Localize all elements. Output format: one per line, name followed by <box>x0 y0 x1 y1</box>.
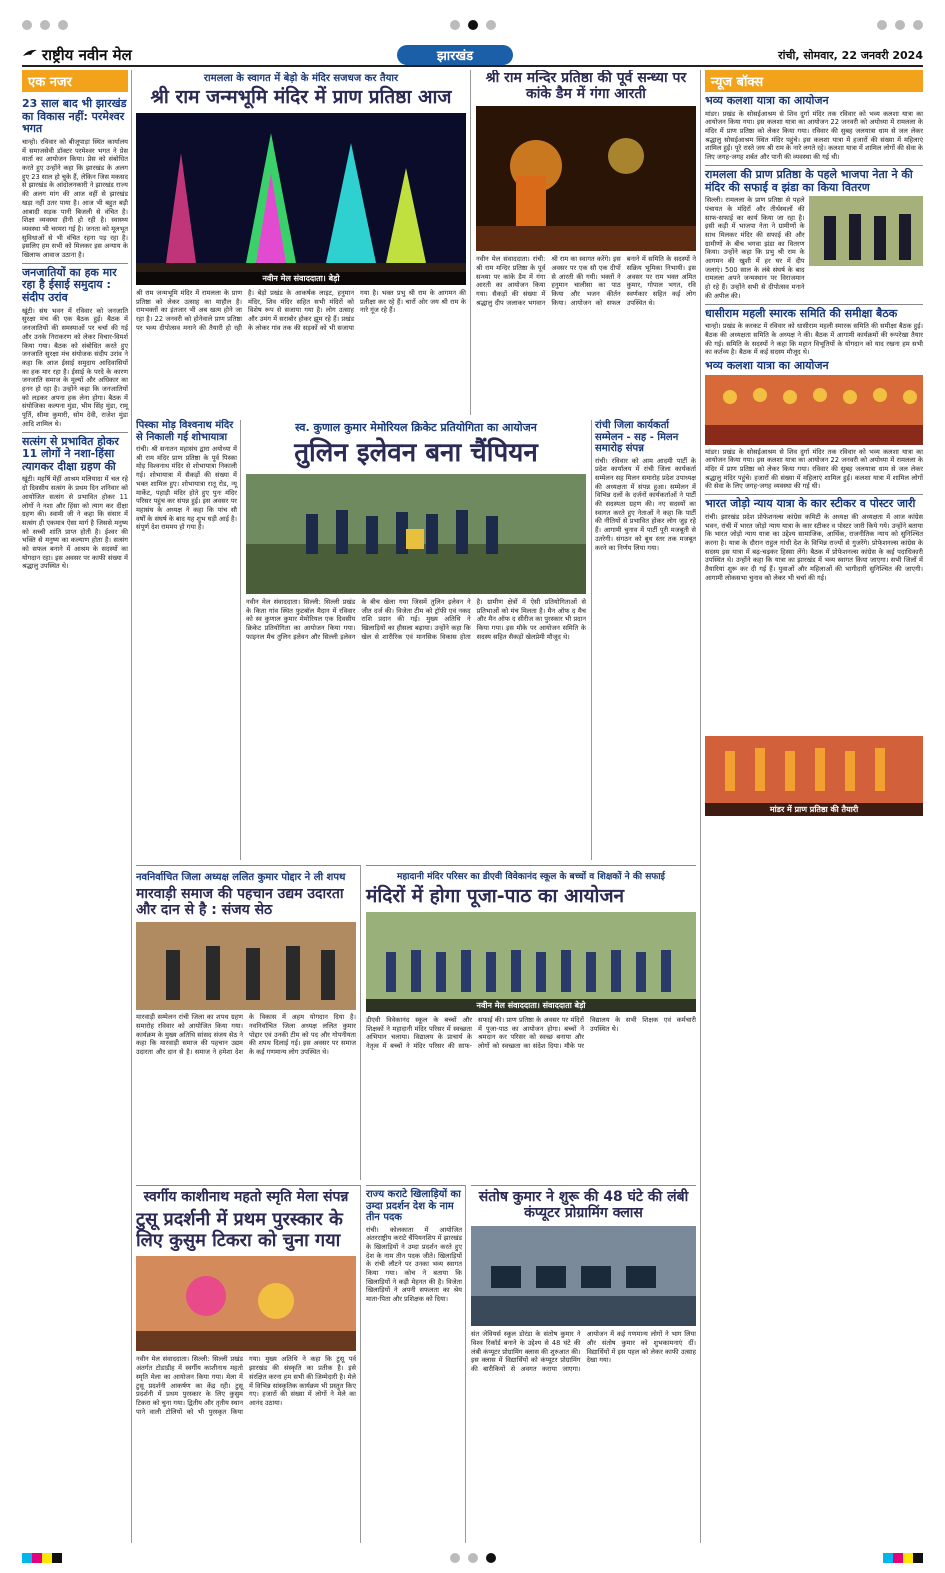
mela-story <box>136 1185 361 1543</box>
piska-headline: पिस्का मोड़ विश्वनाथ मंदिर से निकाली गई शोभायात्रा <box>136 420 234 443</box>
bjp-leaders-illustration <box>809 196 923 266</box>
karyakarta-body: रांची। रविवार को आम आदमी पार्टी के प्रदेश कार्यालय में रांची जिला कार्यकर्ता सम्मेलन सह मिलन समारोह प्रदेश उपाध्यक्ष की अध्यक्षता में संपन्न हुआ। सम्मेलन में विभिन्न दलों के दर्जनों कार्यकर्ताओं ने पार्टी की सदस्यता ग्रहण की। नए सदस्यों का स्वागत करते हुए नेताओं ने कहा कि पार्टी की नीतियों से प्रभावित होकर लोग जुड़ रहे हैं। आगामी चुनाव में पार्टी पूरी मजबूती से उतरेगी। संगठन को बूथ स्तर तक मजबूत करने का निर्णय लिया गया। <box>595 456 696 552</box>
aarti-body: नवीन मेल संवाददाता। रांची: श्री राम मन्दिर प्रतिष्ठा के पूर्व सन्ध्या पर कांके डैम में गंगा आरती का आयोजन किया गया। सैकड़ों की संख्या में श्रद्धालु दीप जलाकर भगवान श्री राम का स्वागत करेंगे। इस अवसर पर एक सौ एक दीपों से आरती की गयी। भक्तों ने हनुमान चालीसा का पाठ किया और भजन कीर्तन किया। आयोजन को सफल बनाने में समिति के सदस्यों ने सक्रिय भूमिका निभायी। इस अवसर पर राम भक्त अमित कुमार, गोपाल भगत, रवि स्वर्णकार सहित कई लोग उपस्थित थे। <box>476 255 696 307</box>
dateline: रांची, सोमवार, 22 जनवरी 2024 <box>778 48 923 62</box>
karate-body: रांची। कोलकाता में आयोजित अंतरराष्ट्रीय कराटे चैंपियनशिप में झारखंड के खिलाड़ियों ने उम्दा प्रदर्शन करते हुए देश के नाम तीन पदक जीते। खिलाड़ियों के रांची लौटने पर उनका भव्य स्वागत किया गया। कोच ने बताया कि खिलाड़ियों ने कड़ी मेहनत की है। विजेता खिलाड़ियों ने अपनी सफलता का श्रेय माता-पिता और प्रशिक्षक को दिया। <box>366 1225 462 1304</box>
karate-story <box>366 1185 466 1543</box>
mandar-preparation-photo <box>705 736 923 816</box>
right-story-2-body: सिल्ली। रामलला के प्राण प्रतिष्ठा से पहले पंचायत के मंदिरों और तीर्थस्थलों की साफ-सफाई का कार्य किया जा रहा है। इसी कड़ी में भाजपा नेता ने ग्रामीणों के साथ मिलकर मंदिर की सफाई की और ग्रामीणों के बीच भगवा झंडा का वितरण किया। उन्होंने कहा कि प्रभु श्री राम के आगमन की खुशी में हर घर में दीप जलाएं। 500 साल के लंबे संघर्ष के बाद रामलला अपने जन्मस्थान पर विराजमान हो रहे हैं। उन्होंने सभी से दीपोत्सव मनाने की अपील की। <box>705 196 805 300</box>
marwari-event-photo <box>136 922 356 1010</box>
right-story-3-headline: धासीराम महली स्मारक समिति की समीक्षा बैठक <box>705 306 898 320</box>
left-column <box>22 70 132 1543</box>
right-story-1-body: मांडर। प्रखंड के सोसईआश्रम से शिव दुर्गा मंदिर तक रविवार को भव्य कलशा यात्रा का आयोजन किया गया। इस कलशा यात्रा का आयोजन 22 जनवरी को अयोध्या में रामलला के मंदिर में प्राण प्रतिष्ठा को लेकर किया गया। रविवार की सुबह जलयात्रा धाम से जल लेकर श्रद्धालु सोसईआश्रम स्थित मंदिर पहुंचे। इस कलशा यात्रा में हजारों की संख्या में महिलाएं शामिल हुईं। पूरे रास्ते जय श्री राम के नारे लगते रहे। कलशा यात्रा में शामिल लोगों की सेवा के लिए जगह-जगह शर्बत और पानी की व्यवस्था की गई थी। <box>705 109 923 162</box>
marwari-headline: मारवाड़ी समाज की पहचान उद्यम उदारता और दान से है : संजय सेठ <box>136 886 344 919</box>
ram-mandir-story <box>136 70 471 415</box>
mandir-photo-caption: नवीन मेल संवाददाता। संवाददाता बेड़ो <box>366 999 696 1012</box>
mandar-photo-caption: मांडर में प्राण प्रतिष्ठा की तैयारी <box>705 803 923 816</box>
cricket-kicker: स्व. कुणाल कुमार मेमोरियल क्रिकेट प्रतियोगिता का आयोजन <box>295 421 537 434</box>
ram-kicker: रामलला के स्वागत में बेड़ो के मंदिर सजधज कर तैयार <box>203 73 399 84</box>
tusu-illustration <box>136 1256 356 1351</box>
mandir-body: डीएवी विवेकानंद स्कूल के बच्चों और शिक्षकों ने महादानी मंदिर परिसर में स्वच्छता अभियान चलाया। विद्यालय के प्राचार्य के नेतृत्व में बच्चों ने मंदिर परिसर की साफ-सफाई की। प्राण प्रतिष्ठा के अवसर पर मंदिरों में पूजा-पाठ का आयोजन होगा। बच्चों ने श्रमदान कर परिसर को स्वच्छ बनाया और लोगों को स्वच्छता का संदेश दिया। मौके पर विद्यालय के सभी शिक्षक एवं कर्मचारी उपस्थित थे। <box>366 1015 696 1050</box>
right-story-2-headline: रामलला की प्राण प्रतिष्ठा के पहले भाजपा नेता ने की मंदिर की सफाई व झंडा का किया वितरण <box>705 167 913 194</box>
news-box-tag: न्यूज बॉक्स <box>705 70 923 92</box>
left-story-3-body: खूंटी। महर्षि मेंहीं आश्रम मलियादा में चल रहे दो दिवसीय सत्संग के प्रथम दिन शनिवार को आयोजित सत्संग से प्रभावित होकर 11 लोगों ने नशा और हिंसा को त्याग कर दीक्षा ग्रहण की। स्वामी जी ने कहा कि संसार में सत्संग ही एकमात्र ऐसा मार्ग है जिससे मनुष्य को सच्ची शांति प्राप्त होती है। ईश्वर की भक्ति से मनुष्य का कल्याण होता है। सत्संग को सफल बनाने में आश्रम के सदस्यों का योगदान रहा। इस अवसर पर काफी संख्या में श्रद्धालु उपस्थित थे। <box>22 475 128 571</box>
top-registration-bar <box>22 18 923 32</box>
computer-body: संत जेवियर्स स्कूल डोरंडा के संतोष कुमार ने विश्व रिकॉर्ड बनाने के उद्देश्य से 48 घंटे की लंबी कंप्यूटर प्रोग्रामिंग क्लास की शुरुआत की। इस क्लास में विद्यार्थियों को कंप्यूटर प्रोग्रामिंग की बारीकियों से अवगत कराया जाएगा। आयोजन में कई गणमान्य लोगों ने भाग लिया और संतोष कुमार को शुभकामनाएं दीं। विद्यार्थियों में इस पहल को लेकर काफी उत्साह देखा गया। <box>471 1330 696 1373</box>
mandir-headline: मंदिरों में होगा पूजा-पाठ का आयोजन <box>366 885 625 907</box>
kalash-yatra-photo <box>705 375 923 445</box>
middle-column <box>136 70 696 1543</box>
ram-headline: श्री राम जन्मभूमि मंदिर में प्राण प्रतिष्ठा आज <box>150 86 452 108</box>
cricket-team-illustration <box>246 474 586 594</box>
school-cleanup-photo <box>366 912 696 1012</box>
ek-nazar-tag: एक नजर <box>22 70 128 92</box>
right-story-1-headline: भव्य कलशा यात्रा का आयोजन <box>705 94 829 107</box>
mandir-story <box>366 865 696 1180</box>
bird-logo-icon <box>22 46 38 64</box>
aarti-headline: श्री राम मन्दिर प्रतिष्ठा की पूर्व सन्ध्या पर कांके डैम में गंगा आरती <box>485 70 687 103</box>
aarti-story <box>476 70 696 415</box>
tusu-exhibition-photo <box>136 1256 356 1351</box>
right-story-4-body: मांडर। प्रखंड के सोसईआश्रम से शिव दुर्गा मंदिर तक रविवार को भव्य कलशा यात्रा का आयोजन किया गया। इस कलशा यात्रा का आयोजन 22 जनवरी को अयोध्या में रामलला के मंदिर में प्राण प्रतिष्ठा को लेकर किया गया। रविवार की सुबह जलयात्रा धाम से जल लेकर श्रद्धालु मंदिर पहुंचे। हजारों की संख्या में महिलाएं शामिल हुईं। कलशा यात्रा में शामिल लोगों की सेवा के लिए जगह-जगह व्यवस्था की गई थी। <box>705 447 923 491</box>
paper-name: राष्ट्रीय नवीन मेल <box>42 46 132 64</box>
computer-class-illustration <box>471 1226 696 1326</box>
temple-lights-photo <box>136 113 466 285</box>
brand <box>22 45 132 65</box>
computer-class-story <box>471 1185 696 1543</box>
oath-kicker: नवनिर्वाचित जिला अध्यक्ष ललित कुमार पोद्दार ने ली शपथ <box>136 872 346 883</box>
left-story-3-headline: सत्संग से प्रभावित होकर 11 लोगों ने नशा-हिंसा त्यागकर दीक्षा ग्रहण की <box>22 434 119 473</box>
ganga-aarti-photo <box>476 106 696 251</box>
mela-body: नवीन मेल संवाददाता। सिल्ली: सिल्ली प्रखंड अंतर्गत टोडाडीह में स्वर्गीय काशीनाथ महतो स्मृति मेला का आयोजन किया गया। मेला में टुसू प्रदर्शनी आकर्षण का केंद्र रही। टुसू प्रदर्शनी में प्रथम पुरस्कार के लिए कुसुम टिकरा को चुना गया। द्वितीय और तृतीय स्थान पाने वाली टोलियों को भी पुरस्कृत किया गया। मुख्य अतिथि ने कहा कि टुसू पर्व झारखंड की संस्कृति का प्रतीक है। इसे संरक्षित करना हम सभी की जिम्मेदारी है। मेले में विभिन्न सांस्कृतिक कार्यक्रम भी प्रस्तुत किए गए। हजारों की संख्या में लोगों ने मेले का आनंद उठाया। <box>136 1355 356 1416</box>
piska-body: रांची। श्री सनातन महासंघ द्वारा अयोध्या में श्री राम मंदिर प्राण प्रतिष्ठा के पूर्व पिस्का मोड़ विश्वनाथ मंदिर से शोभायात्रा निकाली गई। शोभायात्रा में सैकड़ों की संख्या में भक्त शामिल हुए। शोभायात्रा रातू रोड, न्यू मार्केट, पहाड़ी मंदिर होते हुए पुनः मंदिर परिसर पहुंच कर संपन्न हुई। इस अवसर पर महासंघ के अध्यक्ष ने कहा कि पांच सौ वर्षों के संघर्ष के बाद यह शुभ घड़ी आई है। संपूर्ण देश राममय हो गया है। <box>136 445 237 532</box>
right-story-5-body: रांची। झारखंड प्रदेश प्रोफेशनल्स कांग्रेस कमिटी के अध्यक्ष की अध्यक्षता में आज कांग्रेस भवन, रांची में भारत जोड़ो न्याय यात्रा के कार स्टीकर व पोस्टर जारी किये गये। उन्होंने बताया कि भारत जोड़ो न्याय यात्रा का उद्देश्य सामाजिक, आर्थिक, राजनीतिक न्याय को सुनिश्चित करना है। यात्रा के दौरान राहुल गांधी देश के विभिन्न राज्यों से गुजरेंगे। प्रोफेशनल्स कांग्रेस के सदस्य इस यात्रा में बढ़-चढ़कर हिस्सा लेंगे। बैठक में प्रोफेशनल्स कांग्रेस के कई पदाधिकारी उपस्थित थे। उन्होंने कहा कि यात्रा का झारखंड में भव्य स्वागत किया जाएगा। सभी जिलों में तैयारियां शुरू कर दी गई हैं। युवाओं और महिलाओं की भागीदारी सुनिश्चित की जाएगी। आगामी लोकसभा चुनाव को लेकर भी चर्चा की गई। <box>705 512 923 582</box>
bottom-registration-bar <box>22 1551 923 1565</box>
left-story-2-headline: जनजातियों का हक मार रहा है ईसाई समुदाय : संदीप उरांव <box>22 265 117 305</box>
cricket-story <box>246 420 586 860</box>
cricket-team-photo <box>246 474 586 594</box>
left-story-1-headline: 23 साल बाद भी झारखंड का विकास नहीं: परमेश्वर भगत <box>22 97 127 136</box>
section-label: झारखंड <box>397 45 513 65</box>
right-column <box>700 70 923 1543</box>
kalash-yatra-illustration <box>705 375 923 445</box>
marwari-story <box>136 865 361 1180</box>
school-cleanup-illustration <box>366 912 696 1012</box>
mela-kicker: स्वर्गीय काशीनाथ महतो स्मृति मेला संपन्न <box>143 1189 349 1205</box>
computer-headline: संतोष कुमार ने शुरू की 48 घंटे की लंबी कंप्यूटर प्रोग्रामिंग क्लास <box>478 1189 689 1222</box>
cricket-headline: तुलिन इलेवन बना चैंपियन <box>294 438 538 468</box>
marwari-body: मारवाड़ी सम्मेलन रांची जिला का शपथ ग्रहण समारोह रविवार को आयोजित किया गया। कार्यक्रम के मुख्य अतिथि सांसद संजय सेठ ने कहा कि मारवाड़ी समाज की पहचान उद्यम उदारता और दान से है। समाज ने हमेशा देश के विकास में अहम योगदान दिया है। नवनिर्वाचित जिला अध्यक्ष ललित कुमार पोद्दार एवं उनकी टीम को पद और गोपनीयता की शपथ दिलाई गई। इस अवसर पर समाज के कई गणमान्य लोग उपस्थित थे। <box>136 1013 356 1056</box>
masthead <box>22 45 923 67</box>
ram-photo-caption: नवीन मेल संवाददाता। बेड़ो <box>136 272 466 285</box>
left-story-1-body: चान्हो। रविवार को बीजूपाड़ा स्थित कार्यालय में समाजसेवी डॉक्टर परमेश्वर भगत ने प्रेस वार्ता का आयोजन किया। प्रेस को संबोधित करते हुए उन्होंने कहा कि झारखंड के अलग हुए 23 साल हो चुके हैं, लेकिन जिस मकसद से झारखंड के आंदोलनकारी ने झारखंड राज्य की अलग मांग की आज वहीं से झारखंड खड़ा नहीं उतर पाया है। आज भी बहुत बड़ी आबादी सड़क पानी बिजली से वंचित है। शिक्षा व्यवस्था हीनी हो रही है। स्वास्थ्य व्यवस्था भी चरमरा गई है। जनता को मूलभूत सुविधाओं से भी वंचित रहना पड़ रहा है। इसलिए हम सभी को मिलकर इस अन्याय के खिलाफ आवाज उठाना है। <box>22 137 128 260</box>
mela-headline: टुसू प्रदर्शनी में प्रथम पुरस्कार के लिए कुसुम टिकरा को चुना गया <box>136 1209 343 1251</box>
vivek-kicker: महादानी मंदिर परिसर का डीएवी विवेकानंद स्कूल के बच्चों व शिक्षकों ने की सफाई <box>397 872 665 882</box>
marwari-event-illustration <box>136 922 356 1010</box>
bjp-leaders-photo <box>809 196 923 266</box>
computer-class-photo <box>471 1226 696 1326</box>
right-story-5-headline: भारत जोड़ो न्याय यात्रा के कार स्टीकर व पोस्टर जारी <box>705 497 916 511</box>
left-story-2-body: खूंटी। संघ भवन में रविवार को जनजाति सुरक्षा मंच की एक बैठक हुई। बैठक में जनजातियों की समस्याओं पर चर्चा की गई और उनके निराकरण को लेकर विचार-विमर्श किया गया। बैठक को संबोधित करते हुए जनजाति सुरक्षा मंच संयोजक संदीप उरांव ने कहा कि आज ईसाई समुदाय आदिवासियों का हक मार रहा है। ईसाई के परदे के कारण जनजाति समाज के मूल्यों और अधिकार का हनन हो रहा है। उन्होंने कहा कि जनजातियों को लड़कर अपना हक लेना होगा। बैठक में संयोजिका कल्पना मुंडा, भीम सिंह मुंडा, रामू पूर्ति, सीमा कुमारी, सोम देवी, राजेश मुंडा आदि शामिल थे। <box>22 306 128 428</box>
cricket-body: नवीन मेल संवाददाता। सिल्ली: सिल्ली प्रखंड के किता गांव स्थित फुटबॉल मैदान में रविवार को स्व कुणाल कुमार मेमोरियल एक दिवसीय क्रिकेट प्रतियोगिता का आयोजन किया गया। फाइनल मैच तुलिन इलेवन और सिल्ली इलेवन के बीच खेला गया जिसमें तुलिन इलेवन ने जीत दर्ज की। विजेता टीम को ट्रॉफी एवं नकद राशि प्रदान की गई। मुख्य अतिथि ने खिलाड़ियों का हौसला बढ़ाया। उन्होंने कहा कि खेल से शारीरिक एवं मानसिक विकास होता है। ग्रामीण क्षेत्रों में ऐसी प्रतियोगिताओं से प्रतिभाओं को मंच मिलता है। मैन ऑफ द मैच और मैन ऑफ द सीरीज का पुरस्कार भी प्रदान किया गया। इस मौके पर आयोजन समिति के सदस्य सहित सैकड़ों खेलप्रेमी मौजूद थे। <box>246 597 586 641</box>
ram-body: श्री राम जन्मभूमि मंदिर में रामलला के प्राण प्रतिष्ठा को लेकर उत्साह का माहौल है। रामभक्तों का इंतजार भी अब खत्म होने जा रहा है। 22 जनवरी को होनेवाले प्राण प्रतिष्ठा पर भव्य दीपोत्सव मनाने की तैयारी हो रही है। बेड़ो प्रखंड के आकर्षक लाइट, हनुमान मंदिर, शिव मंदिर सहित सभी मंदिरों को विशेष रूप से सजाया गया है। लोग उत्साह और उमंग में सराबोर होकर झूम रहे हैं। प्रखंड के लोकर गांव तक की सड़कों को भी सजाया गया है। भक्त प्रभु श्री राम के आगमन की प्रतीक्षा कर रहे हैं। चारों ओर जय श्री राम के नारे गूंज रहे हैं। <box>136 288 466 332</box>
right-story-3-body: चान्हो। प्रखंड के करकट में रविवार को धासीराम महली स्मारक समिति की समीक्षा बैठक हुई। बैठक की अध्यक्षता समिति के अध्यक्ष ने की। बैठक में आगामी कार्यक्रमों की रूपरेखा तैयार की गई। समिति के सदस्यों ने कहा कि महान विभूतियों के योगदान को याद रखना हम सभी का कर्तव्य है। बैठक में कई सदस्य मौजूद थे। <box>705 322 923 357</box>
karyakarta-story <box>591 420 696 860</box>
karyakarta-headline: रांची जिला कार्यकर्ता सम्मेलन - सह - मिलन समारोह संपन्न <box>595 420 679 454</box>
right-story-4-headline: भव्य कलशा यात्रा का आयोजन <box>705 359 829 373</box>
aarti-illustration <box>476 106 696 251</box>
temple-lights-illustration <box>136 113 466 285</box>
piska-story <box>136 420 241 860</box>
karate-headline: राज्य कराटे खिलाड़ियों का उम्दा प्रदर्शन देश के नाम तीन पदक <box>366 1189 461 1223</box>
